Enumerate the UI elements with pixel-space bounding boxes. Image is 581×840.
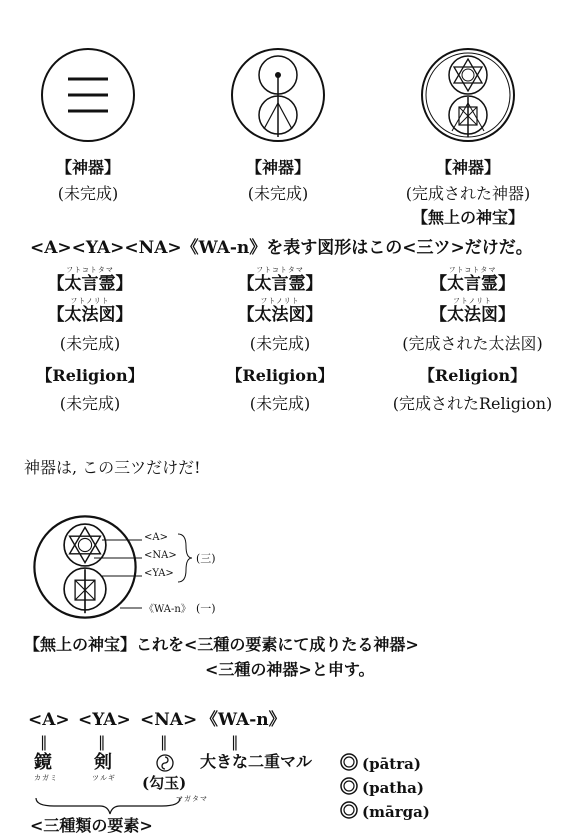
column-2 bbox=[190, 266, 370, 414]
figure-3-extra: 【無上の神宝】 bbox=[411, 208, 524, 227]
equals-ya: ‖ bbox=[98, 733, 106, 751]
futotama-label: 【太言霊】 bbox=[237, 274, 323, 294]
futonorito-label: 【太法図】 bbox=[430, 305, 515, 325]
futotama-ruby: フトコトタマ bbox=[256, 266, 304, 274]
magatama-ruby: マガタマ bbox=[176, 795, 208, 803]
double-circle-figure bbox=[228, 45, 328, 145]
header-a: <A> bbox=[28, 710, 70, 730]
label-wan: 《WA-n》 bbox=[144, 604, 191, 615]
sword-label: 剣 bbox=[94, 752, 112, 773]
sword-ruby: ツルギ bbox=[92, 774, 116, 782]
figure-1-state: (未完成) bbox=[57, 184, 119, 203]
magatama-icon bbox=[156, 754, 174, 776]
futonorito-ruby: フトノリト bbox=[452, 297, 493, 305]
figure-3-state: (完成された神器) bbox=[405, 184, 531, 203]
description-line-1: 【無上の神宝】これを<三種の要素にて成りたる神器> bbox=[24, 635, 419, 654]
futonorito-ruby: フトノリト bbox=[260, 297, 300, 305]
state-1: (未完成) bbox=[249, 334, 311, 353]
sanskrit-item: (patha) bbox=[362, 778, 424, 797]
label-three: (三) bbox=[196, 552, 216, 565]
column-3 bbox=[370, 266, 575, 414]
header-ya: <YA> bbox=[78, 710, 131, 730]
header-na: <NA> bbox=[140, 710, 198, 730]
magatama-label: (勾玉) bbox=[142, 774, 187, 792]
trigram-figure bbox=[38, 45, 138, 145]
mirror-label: 鏡 bbox=[34, 752, 52, 773]
headline: <A><YA><NA>《WA-n》を表す図形はこの<三ツ>だけだ。 bbox=[30, 238, 533, 258]
religion-label: 【Religion】 bbox=[36, 366, 144, 385]
sanskrit-item: (mārga) bbox=[362, 802, 430, 821]
futotama-ruby: フトコトタマ bbox=[66, 266, 114, 274]
big-circle-label: 大きな二重マル bbox=[200, 752, 313, 771]
figure-3-title: 【神器】 bbox=[435, 158, 500, 177]
state-1: (完成された太法図) bbox=[402, 334, 543, 353]
statement: 神器は, この三ツだけだ! bbox=[24, 458, 201, 477]
grouping-brace bbox=[34, 796, 184, 816]
three-elements-label: <三種類の要素> bbox=[30, 816, 153, 835]
figure-2-title: 【神器】 bbox=[245, 158, 310, 177]
sanskrit-list bbox=[340, 752, 430, 824]
religion-label: 【Religion】 bbox=[226, 366, 334, 385]
state-2: (未完成) bbox=[59, 394, 121, 413]
equals-wan: ‖ bbox=[231, 733, 239, 751]
religion-label: 【Religion】 bbox=[418, 366, 527, 385]
state-2: (未完成) bbox=[249, 394, 311, 413]
state-1: (未完成) bbox=[59, 334, 121, 353]
futonorito-label: 【太法図】 bbox=[47, 305, 133, 325]
state-2: (完成されたReligion) bbox=[392, 394, 553, 413]
mirror-ruby: カガミ bbox=[34, 774, 58, 782]
futotama-label: 【太言霊】 bbox=[47, 274, 133, 294]
label-ya: <YA> bbox=[144, 568, 174, 579]
equals-a: ‖ bbox=[40, 733, 48, 751]
equals-na: ‖ bbox=[160, 733, 168, 751]
label-na: <NA> bbox=[144, 550, 177, 561]
futotama-ruby: フトコトタマ bbox=[448, 266, 497, 274]
futonorito-label: 【太法図】 bbox=[237, 305, 323, 325]
double-circle-icon bbox=[340, 777, 358, 799]
figure-2-state: (未完成) bbox=[247, 184, 309, 203]
futonorito-ruby: フトノリト bbox=[70, 297, 110, 305]
figure-1-title: 【神器】 bbox=[55, 158, 120, 177]
header-wan: 《WA-n》 bbox=[201, 710, 286, 730]
column-1 bbox=[0, 266, 180, 414]
double-circle-icon bbox=[340, 801, 358, 823]
label-a: <A> bbox=[144, 532, 168, 543]
description-line-2: <三種の神器>と申す。 bbox=[205, 660, 375, 679]
complete-sacred-figure bbox=[418, 45, 518, 145]
label-one: (一) bbox=[196, 602, 216, 615]
double-circle-icon bbox=[340, 753, 358, 775]
futotama-label: 【太言霊】 bbox=[430, 274, 515, 294]
sanskrit-item: (pātra) bbox=[362, 754, 421, 773]
